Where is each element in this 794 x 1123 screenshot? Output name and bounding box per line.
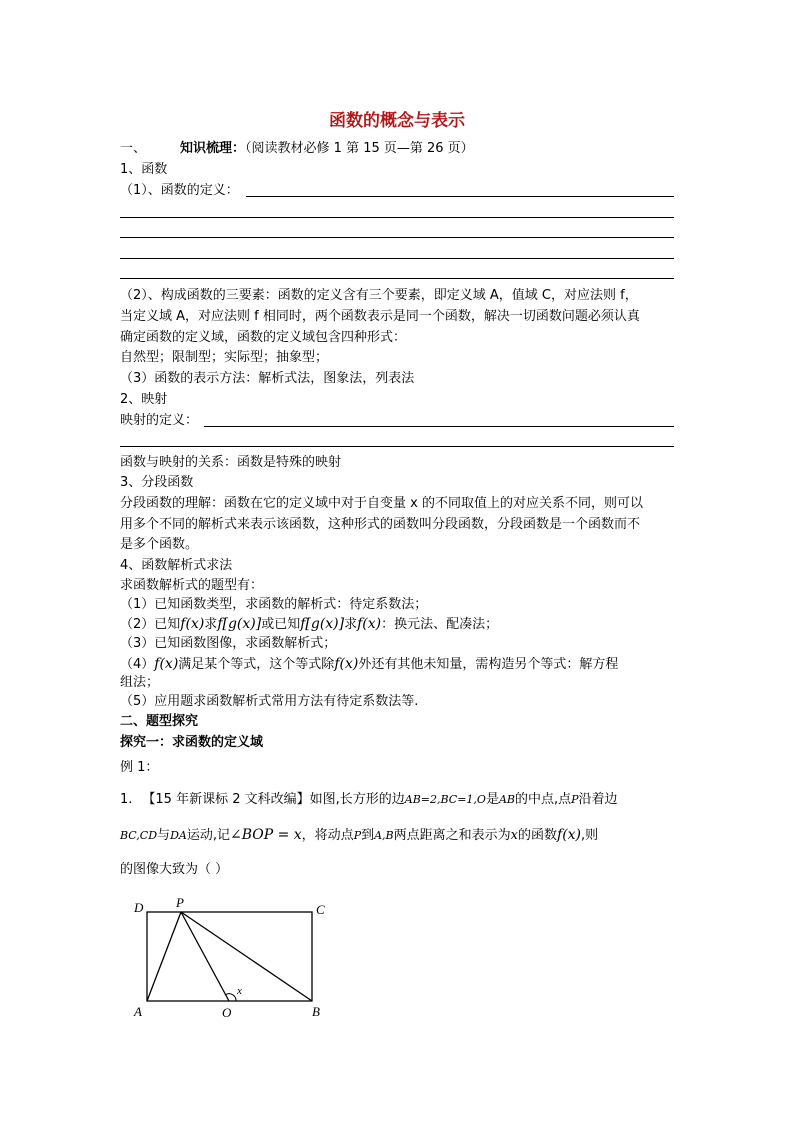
problem-line-2: BC,CD与DA运动,记∠BOP = x，将动点P到A,B两点距离之和表示为x的函数f(x),则	[120, 827, 599, 843]
s4-item-5: （5）应用题求函数解析式常用方法有待定系数法等.	[120, 694, 419, 709]
blank-line	[246, 196, 674, 197]
problem-source: 【15 年新课标 2 文科改编】	[142, 792, 310, 807]
section1-title: 知识梳理：	[180, 141, 246, 156]
s4-item-2: （2）已知f(x)求f[g(x)]或已知f[g(x)]求f(x)：换元法、配凑法；	[120, 616, 499, 632]
s4-item-4-cont: 组法；	[120, 675, 160, 690]
s1-title: 1、函数	[120, 162, 168, 177]
section1-number: 一、	[120, 141, 147, 156]
s4-intro: 求函数解析式的题型有：	[120, 578, 264, 593]
elements-line-2: 当定义域 A，对应法则 f 相同时，两个函数表示是同一个函数，解决一切函数问题必须认真	[120, 309, 640, 324]
domain-forms: 自然型；限制型；实际型；抽象型；	[120, 350, 329, 365]
example-label: 例 1：	[120, 760, 159, 775]
representation-methods: （3）函数的表示方法：解析式法，图象法，列表法	[120, 371, 415, 386]
s3-title: 3、分段函数	[120, 475, 194, 490]
label-o: O	[222, 1005, 232, 1020]
section2-heading: 二、题型探究	[120, 714, 199, 729]
blank-line	[204, 426, 674, 427]
s4-item-3: （3）已知函数图像，求函数解析式；	[120, 636, 337, 651]
rectangle-abcd	[147, 912, 312, 1001]
s4-item-1: （1）已知函数类型，求函数的解析式：待定系数法；	[120, 597, 428, 612]
label-b: B	[312, 1004, 320, 1019]
s2-def-label: 映射的定义：	[120, 413, 199, 428]
section1-note: （阅读教材必修 1 第 15 页—第 26 页）	[245, 141, 474, 156]
elements-line-1: （2）、构成函数的三要素：函数的定义含有三个要素，即定义域 A，值域 C，对应法则 f，	[120, 288, 638, 303]
label-c: C	[316, 902, 325, 917]
elements-line-3: 确定函数的定义域，函数的定义域包含四种形式：	[120, 330, 407, 345]
blank-line	[120, 258, 674, 259]
function-mapping-relation: 函数与映射的关系：函数是特殊的映射	[120, 455, 342, 470]
blank-line	[120, 217, 674, 218]
section1-heading	[120, 139, 474, 159]
label-x: x	[237, 985, 242, 997]
blank-line	[120, 278, 674, 279]
s1-def-label: （1）、函数的定义：	[120, 183, 239, 198]
problem-line-3: 的图像大致为（ ）	[120, 862, 229, 877]
blank-line	[120, 237, 674, 238]
s4-item-4: （4）f(x)满足某个等式，这个等式除f(x)外还有其他未知量，需构造另个等式：解方程	[120, 656, 619, 672]
label-a: A	[134, 1004, 142, 1019]
segment-ap	[147, 912, 181, 1001]
rectangle-figure	[128, 892, 338, 1024]
problem-line-1: 1. 【15 年新课标 2 文科改编】如图,长方形的边AB=2,BC=1,O是AB的中点,点P沿着边	[120, 792, 618, 807]
s2-title: 2、映射	[120, 392, 168, 407]
s3-line-1: 分段函数的理解：函数在它的定义域中对于自变量 x 的不同取值上的对应关系不同，则可以	[120, 496, 643, 511]
s3-line-3: 是多个函数。	[120, 537, 199, 552]
s3-line-2: 用多个不同的解析式来表示该函数，这种形式的函数叫分段函数，分段函数是一个函数而不	[120, 517, 641, 532]
label-d: D	[134, 900, 144, 915]
explore-heading: 探究一：求函数的定义域	[120, 735, 264, 750]
blank-line	[120, 446, 674, 447]
page-title: 函数的概念与表示	[329, 111, 465, 131]
segment-op	[181, 912, 229, 1001]
label-p: P	[176, 895, 184, 910]
s4-title: 4、函数解析式求法	[120, 558, 233, 573]
segment-bp	[181, 912, 312, 1001]
problem-number: 1.	[120, 792, 133, 807]
